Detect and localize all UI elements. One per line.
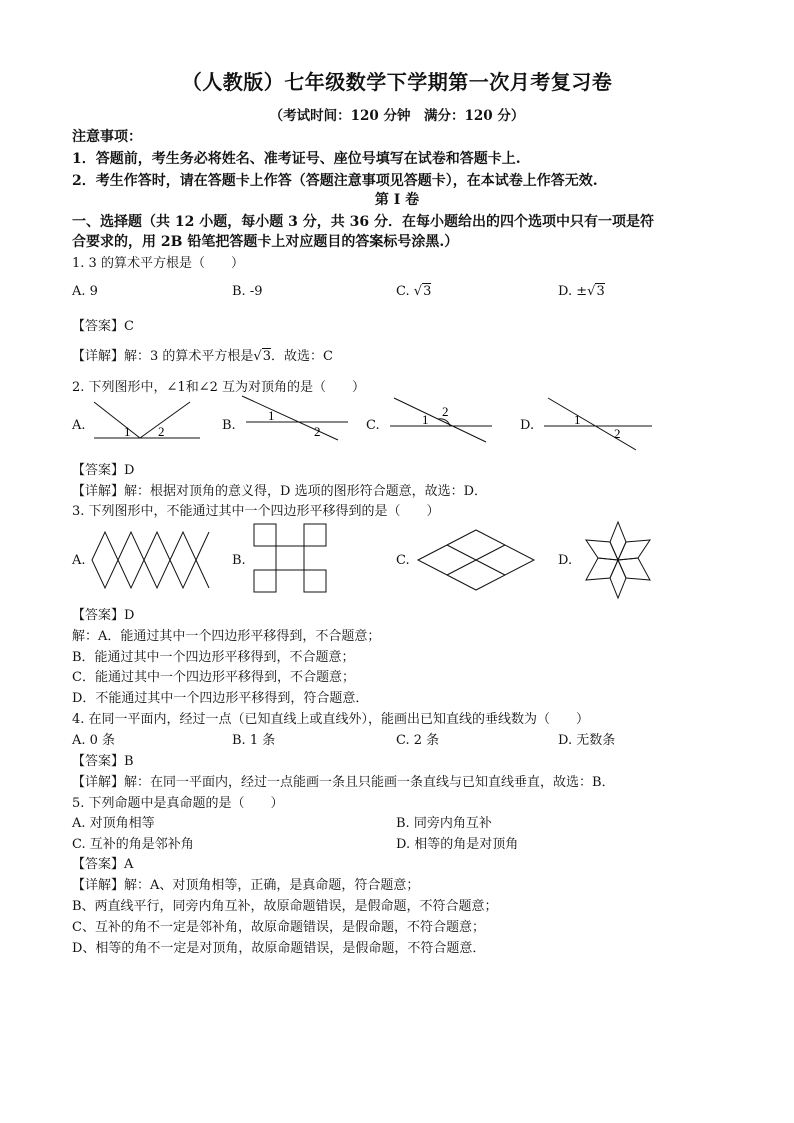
q5-detail-b: B、两直线平行，同旁内角互补，故原命题错误，是假命题，不符合题意；	[72, 899, 498, 914]
q3-figure-b	[252, 522, 332, 597]
q3-detail-b: B．能通过其中一个四边形平移得到，不合题意；	[72, 650, 355, 665]
q2-figure-b	[238, 392, 353, 442]
q5-detail-a: 【详解】解：A、对顶角相等，正确，是真命题，符合题意；	[72, 878, 420, 893]
q1-option-b: B. -9	[232, 284, 263, 299]
q2-detail: 【详解】解：根据对顶角的意义得，D 选项的图形符合题意，故选：D．	[72, 484, 487, 499]
notice-heading: 注意事项：	[72, 129, 142, 145]
q3-detail-d: D．不能通过其中一个四边形平移得到，符合题意．	[72, 691, 369, 706]
q4-answer: 【答案】B	[72, 754, 134, 769]
q5-detail-d: D、相等的角不一定是对顶角，故原命题错误，是假命题，不符合题意．	[72, 941, 486, 956]
angle-label-2: 2	[614, 426, 621, 441]
q3-option-c: C.	[396, 553, 410, 568]
q2-option-a: A.	[72, 418, 86, 433]
q5-detail-c: C、互补的角不一定是邻补角，故原命题错误，是假命题，不符合题意；	[72, 920, 485, 935]
notice-item-2: 2．考生作答时，请在答题卡上作答（答题注意事项见答题卡），在本试卷上作答无效.	[72, 173, 598, 189]
q5-answer: 【答案】A	[72, 857, 134, 872]
angle-label-2: 2	[158, 424, 165, 439]
q3-figure-d	[578, 520, 658, 600]
section-heading-line1: 一、选择题（共 12 小题，每小题 3 分，共 36 分．在每小题给出的四个选项中只有一项是符	[72, 214, 654, 230]
q2-option-d: D.	[520, 418, 535, 433]
q5-option-c: C. 互补的角是邻补角	[72, 837, 194, 852]
angle-label-1: 1	[268, 408, 275, 423]
section-heading-line2: 合要求的，用 2B 铅笔把答题卡上对应题目的答案标号涂黑.）	[72, 234, 459, 250]
angle-label-1: 1	[124, 424, 131, 439]
notice-item-1: 1．答题前，考生务必将姓名、准考证号、座位号填写在试卷和答题卡上.	[72, 151, 521, 167]
part-heading: 第 I 卷	[374, 192, 420, 208]
q2-answer: 【答案】D	[72, 463, 135, 478]
q3-figure-c	[416, 528, 540, 592]
q3-figure-a	[90, 530, 215, 590]
q5-option-a: A. 对顶角相等	[72, 816, 155, 831]
angle-label-1: 1	[422, 412, 429, 427]
q2-figure-c	[386, 394, 501, 444]
q3-detail-c: C．能通过其中一个四边形平移得到，不合题意；	[72, 670, 355, 685]
q2-option-b: B.	[222, 418, 236, 433]
q5-stem: 5. 下列命题中是真命题的是（ ）	[72, 796, 284, 811]
q5-option-d: D. 相等的角是对顶角	[396, 837, 519, 852]
q2-stem: 2. 下列图形中，∠1和∠2 互为对顶角的是（ ）	[72, 380, 365, 395]
sqrt-symbol: √3	[587, 284, 605, 299]
angle-label-2: 2	[314, 424, 321, 439]
exam-info: （考试时间：120 分钟 满分：120 分）	[269, 108, 525, 124]
q2-figure-a	[90, 398, 205, 443]
angle-label-2: 2	[442, 404, 449, 419]
q4-option-d: D. 无数条	[558, 733, 616, 748]
q1-answer: 【答案】C	[72, 319, 134, 334]
q3-answer: 【答案】D	[72, 608, 135, 623]
q4-option-c: C. 2 条	[396, 733, 440, 748]
q1-option-d: D. ±√3	[558, 284, 605, 299]
q4-option-a: A. 0 条	[72, 733, 116, 748]
page-title: （人教版）七年级数学下学期第一次月考复习卷	[181, 70, 613, 94]
q1-option-c: C. √3	[396, 284, 432, 299]
q4-detail: 【详解】解：在同一平面内，经过一点能画一条且只能画一条直线与已知直线垂直，故选：B．	[72, 775, 615, 790]
q5-option-b: B. 同旁内角互补	[396, 816, 492, 831]
q1-option-a: A. 9	[72, 284, 98, 299]
q2-option-c: C.	[366, 418, 380, 433]
q1-detail: 【详解】解：3 的算术平方根是√3．故选：C	[72, 349, 333, 364]
q3-detail-a: 解：A．能通过其中一个四边形平移得到，不合题意；	[72, 629, 381, 644]
q3-option-d: D.	[558, 553, 573, 568]
q3-option-b: B.	[232, 553, 246, 568]
angle-label-1: 1	[574, 412, 581, 427]
q3-option-a: A.	[72, 553, 86, 568]
q3-stem: 3. 下列图形中，不能通过其中一个四边形平移得到的是（ ）	[72, 504, 440, 519]
sqrt-symbol: √3	[253, 349, 271, 364]
q4-option-b: B. 1 条	[232, 733, 276, 748]
q1-stem: 1. 3 的算术平方根是（ ）	[72, 256, 244, 271]
sqrt-symbol: √3	[413, 284, 432, 299]
q2-figure-d	[540, 394, 656, 454]
q4-stem: 4. 在同一平面内，经过一点（已知直线上或直线外），能画出已知直线的垂线数为（ ）	[72, 712, 590, 727]
